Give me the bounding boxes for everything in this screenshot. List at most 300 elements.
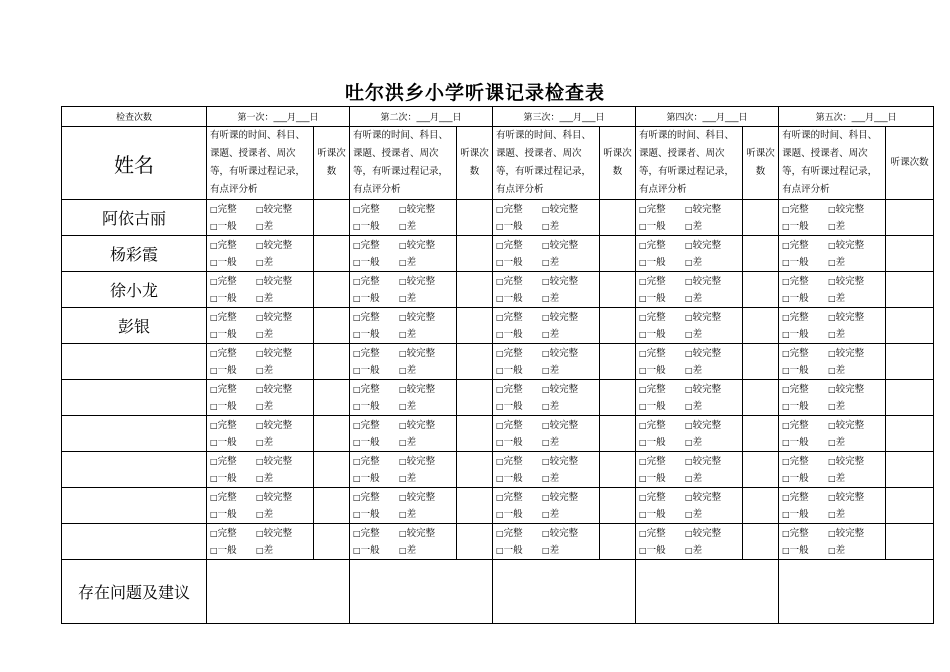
checkbox-average[interactable]	[639, 398, 685, 415]
checkbox-complete[interactable]	[782, 453, 828, 470]
checkbox-complete[interactable]	[782, 201, 828, 218]
checkbox-average[interactable]	[639, 362, 685, 379]
checkbox-poor[interactable]	[256, 434, 273, 451]
checkbox-fairly-complete[interactable]	[399, 417, 435, 434]
checkbox-fairly-complete[interactable]	[828, 525, 864, 542]
checkbox-average[interactable]	[639, 254, 685, 271]
checkbox-icon: □	[639, 437, 647, 447]
checkbox-average[interactable]	[496, 470, 542, 487]
checkbox-complete[interactable]	[782, 273, 828, 290]
checkbox-average[interactable]	[496, 290, 542, 307]
checkbox-poor[interactable]	[399, 470, 416, 487]
checkbox-complete[interactable]	[639, 237, 685, 254]
checkbox-complete[interactable]	[353, 525, 399, 542]
teacher-row	[62, 524, 934, 560]
count-cell[interactable]	[457, 272, 493, 308]
checkbox-average[interactable]	[496, 398, 542, 415]
checkbox-fairly-complete[interactable]	[542, 345, 578, 362]
count-cell[interactable]	[457, 452, 493, 488]
count-cell[interactable]	[886, 452, 934, 488]
count-cell[interactable]	[886, 236, 934, 272]
count-cell[interactable]	[743, 524, 779, 560]
checkbox-poor[interactable]	[542, 362, 559, 379]
checkbox-complete[interactable]	[210, 417, 256, 434]
checkbox-fairly-complete[interactable]	[828, 489, 864, 506]
checkbox-complete[interactable]	[210, 345, 256, 362]
checkbox-icon: □	[685, 293, 693, 303]
checkbox-poor[interactable]	[542, 290, 559, 307]
checkbox-poor[interactable]	[399, 218, 416, 235]
checkbox-complete[interactable]	[639, 273, 685, 290]
checkbox-poor[interactable]	[828, 254, 845, 271]
checkbox-average[interactable]	[496, 218, 542, 235]
checkbox-label: 完整	[360, 347, 380, 359]
checkbox-average[interactable]	[353, 434, 399, 451]
count-cell[interactable]	[314, 380, 350, 416]
checkbox-complete[interactable]	[639, 345, 685, 362]
checkbox-fairly-complete[interactable]	[399, 273, 435, 290]
count-cell[interactable]	[314, 200, 350, 236]
count-cell[interactable]	[600, 380, 636, 416]
checkbox-fairly-complete[interactable]	[685, 201, 721, 218]
checkbox-average[interactable]	[782, 362, 828, 379]
count-cell[interactable]	[457, 380, 493, 416]
count-cell[interactable]	[457, 524, 493, 560]
rating-options	[350, 488, 457, 524]
count-cell[interactable]	[457, 308, 493, 344]
checkbox-poor[interactable]	[685, 326, 702, 343]
checkbox-complete[interactable]	[496, 489, 542, 506]
checkbox-poor[interactable]	[685, 542, 702, 559]
checkbox-poor[interactable]	[828, 362, 845, 379]
checkbox-average[interactable]	[782, 506, 828, 523]
checkbox-complete[interactable]	[782, 417, 828, 434]
count-cell[interactable]	[457, 488, 493, 524]
count-cell[interactable]	[886, 416, 934, 452]
checkbox-fairly-complete[interactable]	[399, 237, 435, 254]
count-cell[interactable]	[314, 272, 350, 308]
checkbox-fairly-complete[interactable]	[256, 381, 292, 398]
checkbox-average[interactable]	[782, 218, 828, 235]
checkbox-complete[interactable]	[353, 273, 399, 290]
checkbox-icon: □	[353, 257, 361, 267]
checkbox-poor[interactable]	[399, 326, 416, 343]
count-cell[interactable]	[457, 200, 493, 236]
checkbox-fairly-complete[interactable]	[828, 309, 864, 326]
checkbox-poor[interactable]	[256, 470, 273, 487]
rating-options	[636, 236, 743, 272]
checkbox-complete[interactable]	[210, 381, 256, 398]
checkbox-icon: □	[399, 456, 407, 466]
checkbox-fairly-complete[interactable]	[542, 489, 578, 506]
checkbox-average[interactable]	[210, 434, 256, 451]
checkbox-complete[interactable]	[353, 345, 399, 362]
checkbox-complete[interactable]	[210, 201, 256, 218]
checkbox-average[interactable]	[782, 326, 828, 343]
checkbox-complete[interactable]	[639, 417, 685, 434]
checkbox-poor[interactable]	[399, 362, 416, 379]
count-cell[interactable]	[314, 344, 350, 380]
count-cell[interactable]	[314, 416, 350, 452]
checkbox-poor[interactable]	[399, 290, 416, 307]
checkbox-poor[interactable]	[542, 542, 559, 559]
checkbox-complete[interactable]	[639, 381, 685, 398]
checkbox-average[interactable]	[210, 398, 256, 415]
teacher-name	[62, 488, 207, 524]
checkbox-poor[interactable]	[399, 398, 416, 415]
checkbox-fairly-complete[interactable]	[256, 237, 292, 254]
checkbox-average[interactable]	[210, 470, 256, 487]
checkbox-fairly-complete[interactable]	[542, 525, 578, 542]
checkbox-fairly-complete[interactable]	[685, 525, 721, 542]
checkbox-average[interactable]	[210, 326, 256, 343]
checkbox-fairly-complete[interactable]	[256, 273, 292, 290]
checkbox-complete[interactable]	[496, 201, 542, 218]
checkbox-complete[interactable]	[353, 309, 399, 326]
checkbox-average[interactable]	[353, 290, 399, 307]
checkbox-fairly-complete[interactable]	[256, 309, 292, 326]
checkbox-fairly-complete[interactable]	[399, 201, 435, 218]
issues-cell[interactable]	[636, 560, 779, 624]
checkbox-label: 差	[406, 364, 417, 376]
checkbox-average[interactable]	[353, 398, 399, 415]
count-cell[interactable]	[886, 272, 934, 308]
checkbox-fairly-complete[interactable]	[399, 309, 435, 326]
count-cell[interactable]	[600, 452, 636, 488]
checkbox-average[interactable]	[782, 398, 828, 415]
checkbox-icon: □	[639, 348, 647, 358]
checkbox-complete[interactable]	[782, 381, 828, 398]
count-cell[interactable]	[600, 272, 636, 308]
checkbox-average[interactable]	[782, 434, 828, 451]
checkbox-complete[interactable]	[210, 309, 256, 326]
checkbox-complete[interactable]	[639, 489, 685, 506]
checkbox-average[interactable]	[782, 290, 828, 307]
checkbox-complete[interactable]	[639, 201, 685, 218]
checkbox-average[interactable]	[210, 506, 256, 523]
checkbox-poor[interactable]	[542, 398, 559, 415]
checkbox-poor[interactable]	[542, 470, 559, 487]
count-cell[interactable]	[743, 308, 779, 344]
count-cell[interactable]	[886, 524, 934, 560]
checkbox-fairly-complete[interactable]	[685, 237, 721, 254]
session-5-date: 第五次：___月___日	[779, 107, 934, 127]
checkbox-average[interactable]	[210, 290, 256, 307]
checkbox-poor[interactable]	[256, 290, 273, 307]
checkbox-fairly-complete[interactable]	[399, 489, 435, 506]
checkbox-fairly-complete[interactable]	[256, 489, 292, 506]
count-cell[interactable]	[600, 488, 636, 524]
checkbox-fairly-complete[interactable]	[685, 381, 721, 398]
rating-options	[350, 524, 457, 560]
checkbox-fairly-complete[interactable]	[685, 345, 721, 362]
checkbox-average[interactable]	[210, 254, 256, 271]
checkbox-complete[interactable]	[353, 237, 399, 254]
checkbox-label: 一般	[646, 508, 666, 520]
checkbox-average[interactable]	[639, 290, 685, 307]
checkbox-fairly-complete[interactable]	[399, 453, 435, 470]
checkbox-fairly-complete[interactable]	[399, 345, 435, 362]
checkbox-fairly-complete[interactable]	[399, 525, 435, 542]
checkbox-poor[interactable]	[256, 362, 273, 379]
checkbox-label: 一般	[789, 472, 809, 484]
checkbox-complete[interactable]	[210, 489, 256, 506]
checkbox-complete[interactable]	[782, 489, 828, 506]
count-cell[interactable]	[314, 452, 350, 488]
checkbox-poor[interactable]	[542, 326, 559, 343]
count-cell[interactable]	[886, 488, 934, 524]
checkbox-icon: □	[542, 437, 550, 447]
checkbox-fairly-complete[interactable]	[685, 489, 721, 506]
checkbox-average[interactable]	[353, 254, 399, 271]
checkbox-poor[interactable]	[542, 254, 559, 271]
checkbox-average[interactable]	[639, 470, 685, 487]
checkbox-poor[interactable]	[256, 506, 273, 523]
checkbox-average[interactable]	[496, 542, 542, 559]
checkbox-average[interactable]	[496, 254, 542, 271]
checkbox-fairly-complete[interactable]	[542, 273, 578, 290]
checkbox-average[interactable]	[496, 326, 542, 343]
teacher-row	[62, 200, 934, 236]
checkbox-fairly-complete[interactable]	[256, 417, 292, 434]
checkbox-fairly-complete[interactable]	[685, 309, 721, 326]
checkbox-fairly-complete[interactable]	[828, 417, 864, 434]
checkbox-label: 一般	[503, 292, 523, 304]
count-cell[interactable]	[743, 200, 779, 236]
checkbox-poor[interactable]	[828, 290, 845, 307]
checkbox-average[interactable]	[639, 434, 685, 451]
checkbox-average[interactable]	[353, 542, 399, 559]
issues-cell[interactable]	[207, 560, 350, 624]
checkbox-label: 较完整	[692, 455, 722, 467]
count-cell[interactable]	[600, 344, 636, 380]
count-cell[interactable]	[314, 524, 350, 560]
count-cell[interactable]	[886, 200, 934, 236]
checkbox-poor[interactable]	[828, 218, 845, 235]
checkbox-poor[interactable]	[685, 434, 702, 451]
checkbox-poor[interactable]	[685, 398, 702, 415]
count-cell[interactable]	[457, 236, 493, 272]
count-cell[interactable]	[600, 236, 636, 272]
checkbox-average[interactable]	[639, 542, 685, 559]
checkbox-icon: □	[210, 240, 218, 250]
checkbox-label: 差	[835, 328, 846, 340]
checkbox-average[interactable]	[639, 218, 685, 235]
count-cell[interactable]	[886, 380, 934, 416]
count-cell[interactable]	[743, 416, 779, 452]
count-cell[interactable]	[314, 488, 350, 524]
issues-cell[interactable]	[779, 560, 934, 624]
checkbox-fairly-complete[interactable]	[256, 201, 292, 218]
checkbox-poor[interactable]	[828, 434, 845, 451]
checkbox-average[interactable]	[496, 434, 542, 451]
count-cell[interactable]	[743, 344, 779, 380]
count-cell[interactable]	[743, 452, 779, 488]
checkbox-fairly-complete[interactable]	[828, 237, 864, 254]
count-cell[interactable]	[886, 308, 934, 344]
checkbox-poor[interactable]	[399, 254, 416, 271]
checkbox-poor[interactable]	[828, 542, 845, 559]
rating-options	[207, 452, 314, 488]
checkbox-poor[interactable]	[828, 506, 845, 523]
checkbox-poor[interactable]	[542, 434, 559, 451]
checkbox-icon: □	[256, 384, 264, 394]
issues-cell[interactable]	[493, 560, 636, 624]
checkbox-complete[interactable]	[782, 309, 828, 326]
checkbox-icon: □	[828, 492, 836, 502]
checkbox-complete[interactable]	[496, 309, 542, 326]
checkbox-poor[interactable]	[685, 290, 702, 307]
checkbox-label: 较完整	[835, 455, 865, 467]
checkbox-label: 完整	[503, 275, 523, 287]
checkbox-fairly-complete[interactable]	[828, 453, 864, 470]
checkbox-icon: □	[256, 420, 264, 430]
checkbox-fairly-complete[interactable]	[828, 273, 864, 290]
checkbox-complete[interactable]	[353, 453, 399, 470]
checkbox-icon: □	[210, 437, 218, 447]
checkbox-fairly-complete[interactable]	[542, 381, 578, 398]
checkbox-average[interactable]	[496, 362, 542, 379]
checkbox-poor[interactable]	[256, 254, 273, 271]
checkbox-poor[interactable]	[685, 362, 702, 379]
checkbox-icon: □	[828, 312, 836, 322]
checkbox-poor[interactable]	[828, 326, 845, 343]
checkbox-complete[interactable]	[353, 381, 399, 398]
checkbox-complete[interactable]	[496, 453, 542, 470]
checkbox-complete[interactable]	[210, 273, 256, 290]
checkbox-fairly-complete[interactable]	[542, 237, 578, 254]
count-cell[interactable]	[314, 236, 350, 272]
checkbox-complete[interactable]	[353, 417, 399, 434]
checkbox-poor[interactable]	[685, 218, 702, 235]
teacher-row	[62, 416, 934, 452]
checkbox-fairly-complete[interactable]	[256, 525, 292, 542]
checkbox-fairly-complete[interactable]	[685, 273, 721, 290]
checkbox-average[interactable]	[782, 470, 828, 487]
checkbox-complete[interactable]	[496, 237, 542, 254]
checkbox-complete[interactable]	[782, 237, 828, 254]
checkbox-fairly-complete[interactable]	[685, 417, 721, 434]
checkbox-icon: □	[256, 240, 264, 250]
checkbox-icon: □	[685, 312, 693, 322]
count-cell[interactable]	[600, 200, 636, 236]
checkbox-poor[interactable]	[542, 506, 559, 523]
checkbox-fairly-complete[interactable]	[542, 417, 578, 434]
checkbox-poor[interactable]	[828, 470, 845, 487]
checkbox-poor[interactable]	[399, 542, 416, 559]
checkbox-complete[interactable]	[210, 237, 256, 254]
checkbox-average[interactable]	[353, 506, 399, 523]
count-cell[interactable]	[600, 416, 636, 452]
checkbox-complete[interactable]	[210, 525, 256, 542]
checkbox-complete[interactable]	[210, 453, 256, 470]
issues-cell[interactable]	[350, 560, 493, 624]
checkbox-poor[interactable]	[685, 470, 702, 487]
checkbox-average[interactable]	[210, 362, 256, 379]
checkbox-poor[interactable]	[256, 542, 273, 559]
checkbox-poor[interactable]	[256, 398, 273, 415]
checkbox-label: 较完整	[406, 203, 436, 215]
checkbox-icon: □	[542, 257, 550, 267]
checkbox-label: 差	[835, 472, 846, 484]
count-cell[interactable]	[743, 236, 779, 272]
checkbox-complete[interactable]	[496, 525, 542, 542]
count-cell[interactable]	[314, 308, 350, 344]
checkbox-complete[interactable]	[496, 345, 542, 362]
checkbox-fairly-complete[interactable]	[256, 345, 292, 362]
checkbox-average[interactable]	[353, 470, 399, 487]
count-cell[interactable]	[743, 380, 779, 416]
checkbox-poor[interactable]	[399, 506, 416, 523]
checkbox-complete[interactable]	[496, 381, 542, 398]
checkbox-complete[interactable]	[353, 201, 399, 218]
checkbox-complete[interactable]	[782, 345, 828, 362]
checkbox-complete[interactable]	[782, 525, 828, 542]
checkbox-fairly-complete[interactable]	[828, 345, 864, 362]
checkbox-fairly-complete[interactable]	[542, 201, 578, 218]
count-cell[interactable]	[600, 524, 636, 560]
count-cell[interactable]	[886, 344, 934, 380]
checkbox-complete[interactable]	[496, 417, 542, 434]
checkbox-complete[interactable]	[353, 489, 399, 506]
checkbox-icon: □	[399, 420, 407, 430]
checkbox-fairly-complete[interactable]	[828, 381, 864, 398]
checkbox-average[interactable]	[210, 542, 256, 559]
checkbox-average[interactable]	[210, 218, 256, 235]
count-cell[interactable]	[743, 272, 779, 308]
checkbox-complete[interactable]	[639, 525, 685, 542]
checkbox-fairly-complete[interactable]	[685, 453, 721, 470]
checkbox-average[interactable]	[496, 506, 542, 523]
count-cell[interactable]	[457, 416, 493, 452]
checkbox-poor[interactable]	[399, 434, 416, 451]
checkbox-fairly-complete[interactable]	[828, 201, 864, 218]
checkbox-average[interactable]	[353, 326, 399, 343]
checkbox-poor[interactable]	[685, 254, 702, 271]
checkbox-fairly-complete[interactable]	[542, 453, 578, 470]
checkbox-fairly-complete[interactable]	[399, 381, 435, 398]
count-cell[interactable]	[743, 488, 779, 524]
count-cell[interactable]	[457, 344, 493, 380]
checkbox-average[interactable]	[639, 506, 685, 523]
checkbox-label: 一般	[646, 220, 666, 232]
checkbox-label: 一般	[217, 508, 237, 520]
checkbox-average[interactable]	[353, 362, 399, 379]
checkbox-label: 一般	[646, 292, 666, 304]
checkbox-average[interactable]	[782, 254, 828, 271]
checkbox-poor[interactable]	[685, 506, 702, 523]
checkbox-fairly-complete[interactable]	[256, 453, 292, 470]
checkbox-icon: □	[542, 293, 550, 303]
checkbox-poor[interactable]	[828, 398, 845, 415]
checkbox-poor[interactable]	[256, 326, 273, 343]
checkbox-average[interactable]	[782, 542, 828, 559]
checkbox-poor[interactable]	[542, 218, 559, 235]
checkbox-complete[interactable]	[639, 309, 685, 326]
checkbox-complete[interactable]	[639, 453, 685, 470]
checkbox-complete[interactable]	[496, 273, 542, 290]
checkbox-label: 差	[263, 364, 274, 376]
checkbox-poor[interactable]	[256, 218, 273, 235]
checkbox-average[interactable]	[353, 218, 399, 235]
count-cell[interactable]	[600, 308, 636, 344]
checkbox-label: 完整	[646, 491, 666, 503]
checkbox-average[interactable]	[639, 326, 685, 343]
teacher-row	[62, 272, 934, 308]
checkbox-fairly-complete[interactable]	[542, 309, 578, 326]
checkbox-icon: □	[782, 528, 790, 538]
checkbox-icon: □	[256, 473, 264, 483]
